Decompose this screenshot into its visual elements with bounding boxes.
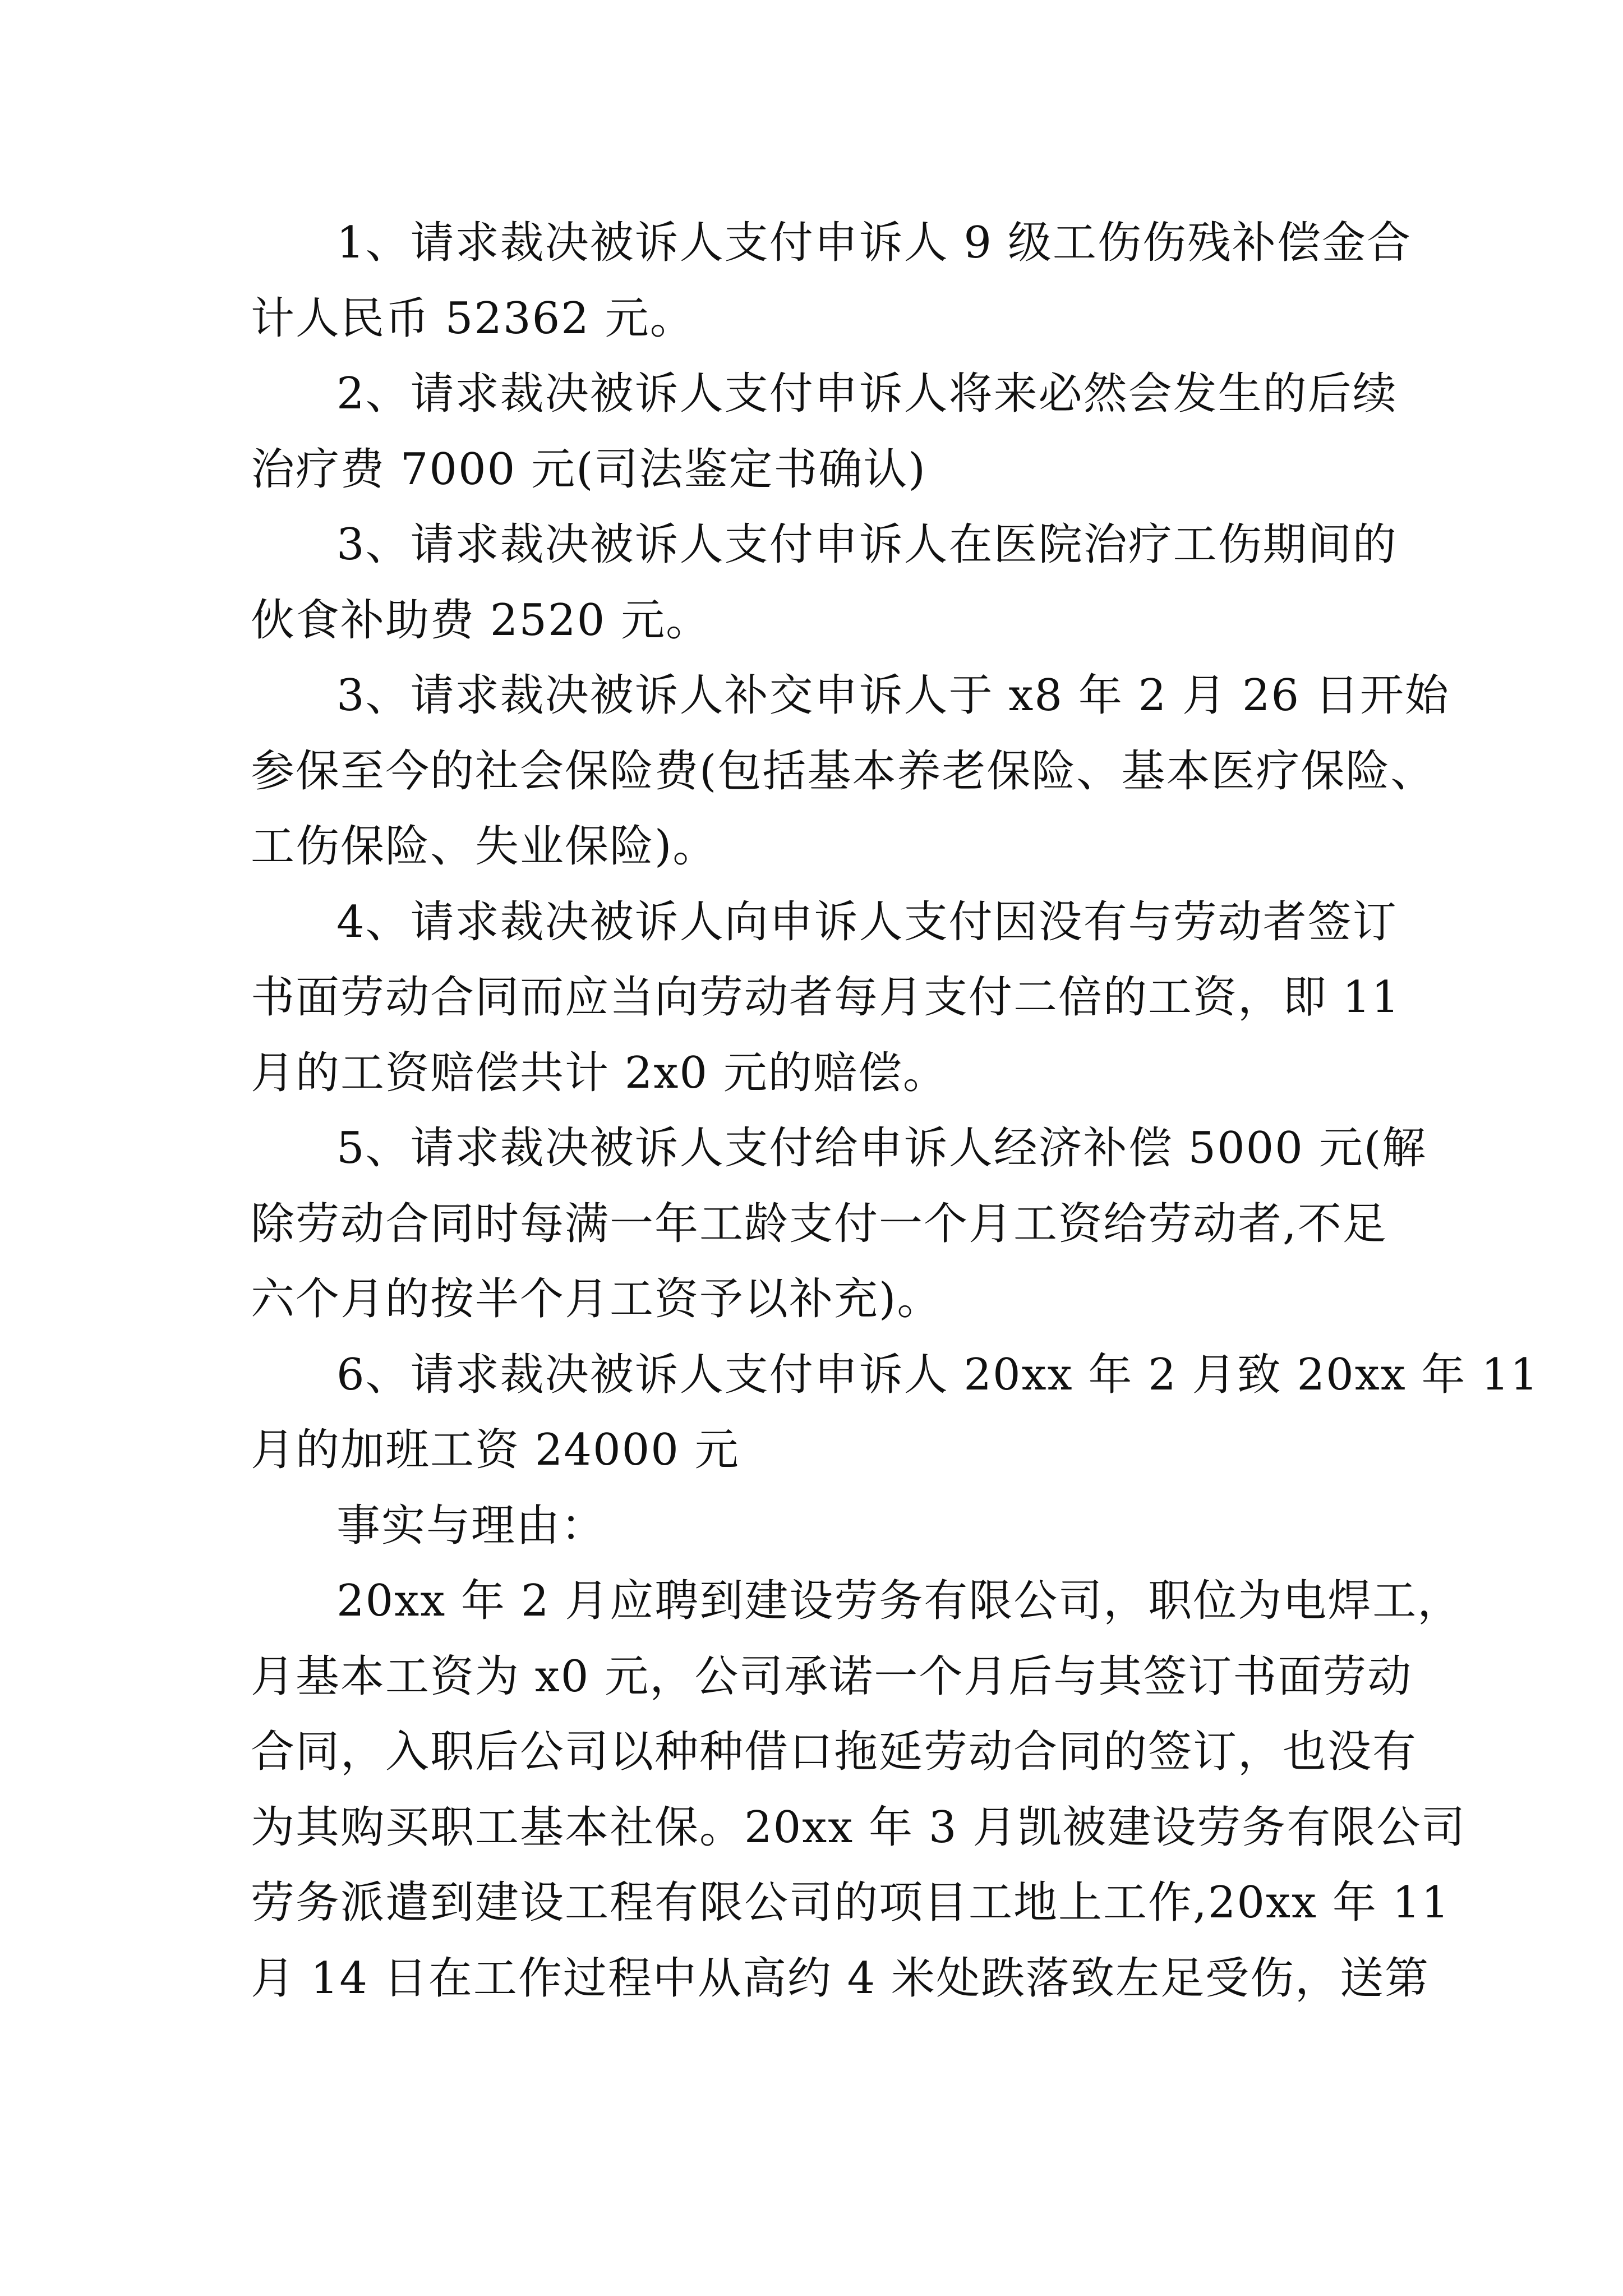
text-line: 2、请求裁决被诉人支付申诉人将来必然会发生的后续 — [336, 369, 1398, 419]
text-line: 4、请求裁决被诉人向申诉人支付因没有与劳动者签订 — [336, 897, 1398, 947]
text-line: 工伤保险、失业保险)。 — [251, 821, 718, 872]
text-line: 月的加班工资 24000 元 — [251, 1425, 740, 1475]
text-line: 劳务派遣到建设工程有限公司的项目工地上工作,20xx 年 11 — [251, 1878, 1450, 1928]
text-line: 为其购买职工基本社保。20xx 年 3 月凯被建设劳务有限公司 — [251, 1802, 1467, 1853]
text-line: 1、请求裁决被诉人支付申诉人 9 级工伤伤残补偿金合 — [336, 218, 1412, 268]
text-line: 6、请求裁决被诉人支付申诉人 20xx 年 2 月致 20xx 年 11 — [336, 1350, 1539, 1400]
section-heading: 事实与理由： — [336, 1501, 606, 1551]
text-line: 除劳动合同时每满一年工龄支付一个月工资给劳动者,不足 — [251, 1199, 1387, 1249]
text-line: 3、请求裁决被诉人补交申诉人于 x8 年 2 月 26 日开始 — [336, 670, 1450, 721]
text-line: 计人民币 52362 元。 — [251, 293, 695, 344]
text-line: 合同，入职后公司以种种借口拖延劳动合同的签订，也没有 — [251, 1727, 1418, 1777]
text-line: 六个月的按半个月工资予以补充)。 — [251, 1274, 942, 1324]
text-line: 书面劳动合同而应当向劳动者每月支付二倍的工资，即 11 — [251, 972, 1401, 1023]
text-line: 月 14 日在工作过程中从高约 4 米处跌落致左足受伤，送第 — [251, 1953, 1430, 2004]
text-line: 治疗费 7000 元(司法鉴定书确认) — [251, 444, 926, 495]
text-line: 3、请求裁决被诉人支付申诉人在医院治疗工伤期间的 — [336, 519, 1398, 570]
text-line: 20xx 年 2 月应聘到建设劳务有限公司，职位为电焊工， — [336, 1576, 1463, 1626]
text-line: 月基本工资为 x0 元，公司承诺一个月后与其签订书面劳动 — [251, 1651, 1413, 1702]
text-line: 参保至今的社会保险费(包括基本养老保险、基本医疗保险、 — [251, 746, 1436, 797]
text-line: 伙食补助费 2520 元。 — [251, 595, 711, 646]
text-line: 月的工资赔偿共计 2x0 元的赔偿。 — [251, 1048, 948, 1098]
text-line: 5、请求裁决被诉人支付给申诉人经济补偿 5000 元(解 — [336, 1123, 1427, 1174]
